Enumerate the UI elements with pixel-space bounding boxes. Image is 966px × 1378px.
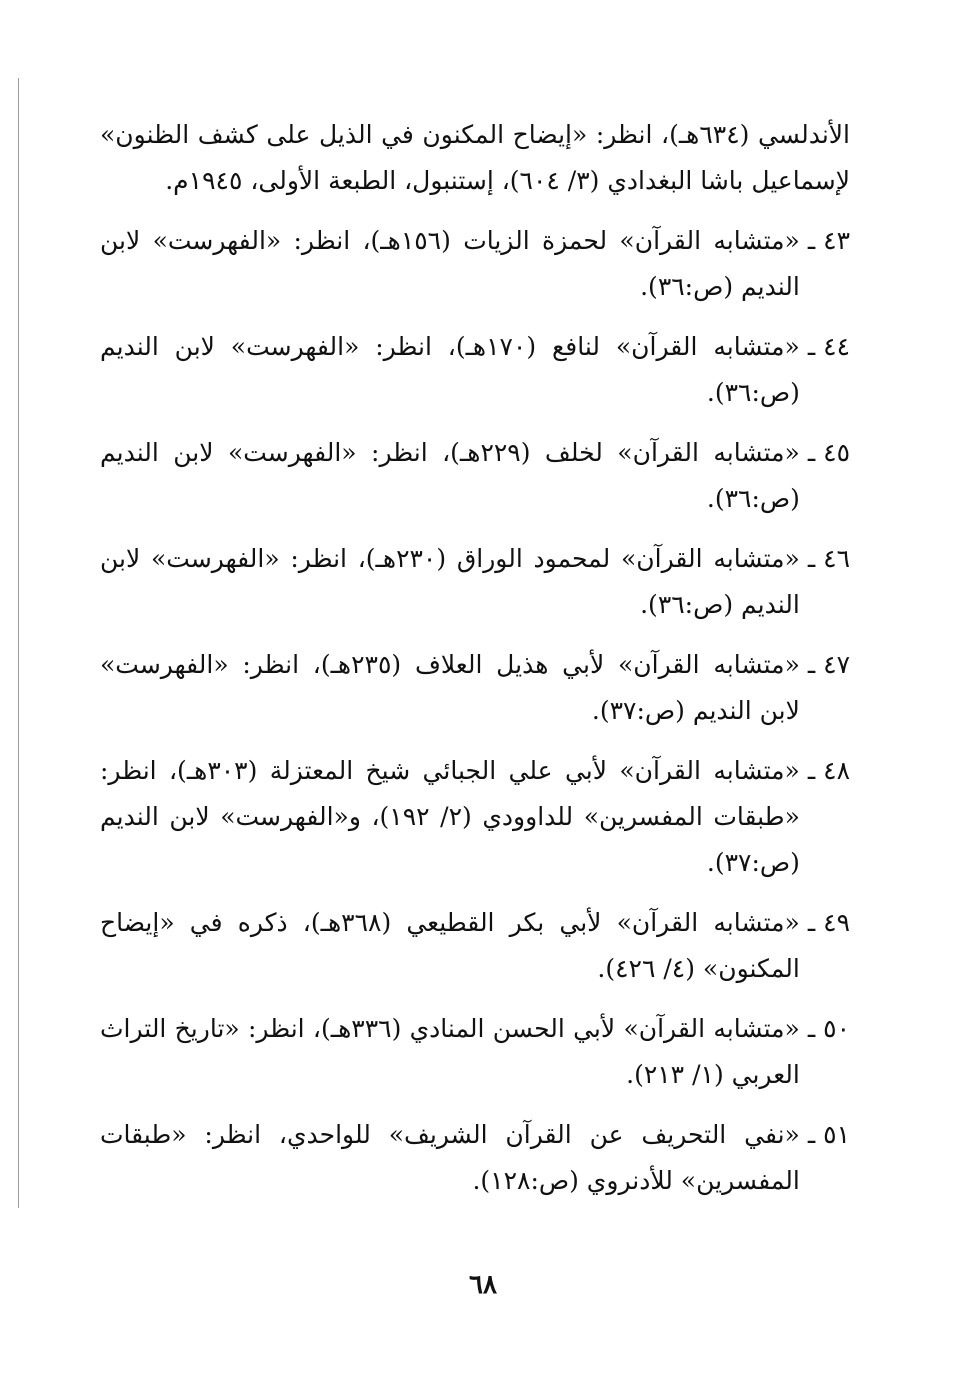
list-item — [100, 536, 850, 628]
entry-number: ٤٤ ـ — [807, 332, 850, 361]
list-item — [100, 430, 850, 522]
entry-number: ٤٣ ـ — [807, 226, 850, 255]
entry-number: ٤٦ ـ — [807, 544, 850, 573]
entry-number: ٤٥ ـ — [807, 438, 850, 467]
list-item — [100, 642, 850, 734]
entry-text: «متشابه القرآن» لأبي هذيل العلاف (٢٣٥هـ)، انظر: «الفهرست» لابن النديم (ص:٣٧). — [100, 650, 800, 725]
entry-text: «متشابه القرآن» لخلف (٢٢٩هـ)، انظر: «الفهرست» لابن النديم (ص:٣٦). — [100, 438, 800, 513]
entry-number: ٥١ ـ — [807, 1120, 850, 1149]
entry-text: «متشابه القرآن» لأبي الحسن المنادي (٣٣٦هـ)، انظر: «تاريخ التراث العربي (١/ ٢١٣). — [100, 1014, 800, 1089]
list-item — [100, 1112, 850, 1204]
entry-number: ٤٩ ـ — [807, 908, 850, 937]
page-body — [100, 112, 850, 1204]
entry-text: «متشابه القرآن» لأبي بكر القطيعي (٣٦٨هـ)، ذكره في «إيضاح المكنون» (٤/ ٤٢٦). — [100, 908, 800, 983]
entry-number: ٥٠ ـ — [807, 1014, 850, 1043]
entry-text: «متشابه القرآن» لأبي علي الجبائي شيخ المعتزلة (٣٠٣هـ)، انظر: «طبقات المفسرين» للداوودي (٢/ ١٩٢)، و«الفهرست» لابن النديم (ص:٣٧). — [100, 756, 800, 877]
entry-number: ٤٨ ـ — [807, 756, 850, 785]
list-item — [100, 900, 850, 992]
list-item — [100, 1006, 850, 1098]
entry-text: «نفي التحريف عن القرآن الشريف» للواحدي، انظر: «طبقات المفسرين» للأدنروي (ص:١٢٨). — [100, 1120, 800, 1195]
entry-text: «متشابه القرآن» لحمزة الزيات (١٥٦هـ)، انظر: «الفهرست» لابن النديم (ص:٣٦). — [100, 226, 800, 301]
list-item — [100, 748, 850, 886]
binding-margin-line — [18, 78, 19, 1208]
list-item — [100, 324, 850, 416]
entry-text: «متشابه القرآن» لنافع (١٧٠هـ)، انظر: «الفهرست» لابن النديم (ص:٣٦). — [100, 332, 800, 407]
entry-number: ٤٧ ـ — [807, 650, 850, 679]
continuation-paragraph: الأندلسي (٦٣٤هـ)، انظر: «إيضاح المكنون في الذيل على كشف الظنون» لإسماعيل باشا البغدادي (٣/ ٦٠٤)، إستنبول، الطبعة الأولى، ١٩٤٥م. — [100, 120, 850, 195]
page-number: ٦٨ — [469, 1270, 497, 1300]
list-item — [100, 218, 850, 310]
entry-text: «متشابه القرآن» لمحمود الوراق (٢٣٠هـ)، انظر: «الفهرست» لابن النديم (ص:٣٦). — [100, 544, 800, 619]
